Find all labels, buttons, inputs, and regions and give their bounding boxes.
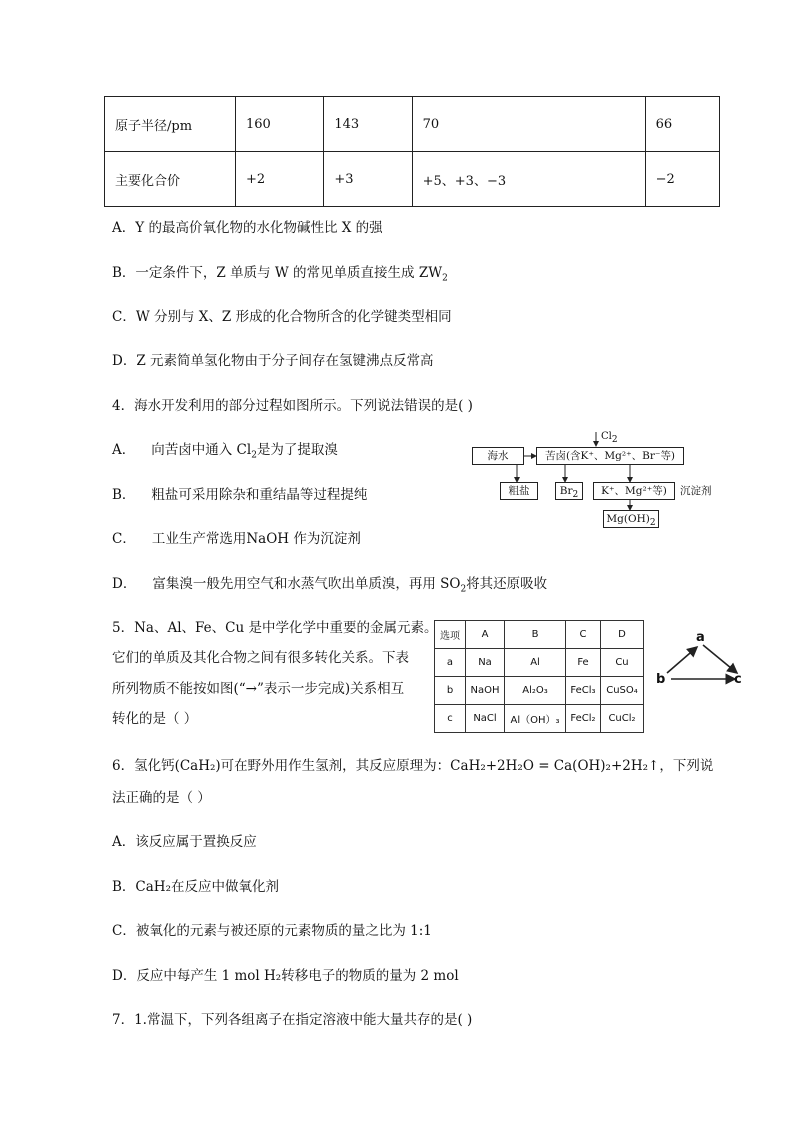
subscript: 2 xyxy=(251,450,257,461)
table-cell: Al（OH）₃ xyxy=(505,705,566,733)
header-cell: 选项 xyxy=(435,621,466,649)
q6-option-d: D．反应中每产生 1 mol H₂转移电子的物质的量为 2 mol xyxy=(112,968,459,984)
table-cell: 66 xyxy=(645,97,719,152)
ions-box: K⁺、Mg²⁺等) xyxy=(593,482,675,500)
option-label: A． xyxy=(112,442,136,458)
q3-option-d: D．Z 元素简单氢化物由于分子间存在氢键沸点反常高 xyxy=(112,353,434,369)
q3-option-b xyxy=(112,261,448,284)
q6-option-c: C．被氧化的元素与被还原的元素物质的量之比为 1:1 xyxy=(112,923,432,939)
q5-line-1: 5．Na、Al、Fe、Cu 是中学化学中重要的金属元素。 xyxy=(112,620,438,636)
q5-line-4: 转化的是（ ） xyxy=(112,711,198,727)
table-row xyxy=(435,649,644,677)
header-cell: D xyxy=(601,621,644,649)
q4-option-b xyxy=(112,483,367,503)
table-cell: FeCl₃ xyxy=(566,677,601,705)
option-text: 向苦卤中通入 Cl xyxy=(151,442,252,458)
option-text: 粗盐可采用除杂和重结晶等过程提纯 xyxy=(151,487,368,503)
table-cell: 70 xyxy=(412,97,645,152)
row-label: 原子半径/pm xyxy=(105,97,236,152)
triangle-node-a: a xyxy=(696,630,705,645)
table-cell: +5、+3、−3 xyxy=(412,152,645,207)
q4-option-a xyxy=(112,438,338,461)
option-text: 将其还原吸收 xyxy=(466,576,548,592)
q4-option-c xyxy=(112,527,361,547)
q5-line-3: 所列物质不能按如图(“→”表示一步完成)关系相互 xyxy=(112,681,405,697)
table-cell: CuCl₂ xyxy=(601,705,644,733)
q6-option-b: B．CaH₂在反应中做氧化剂 xyxy=(112,879,279,895)
diagram-connectors xyxy=(470,430,730,530)
seawater-box: 海水 xyxy=(472,447,524,465)
crude-salt-box: 粗盐 xyxy=(500,482,538,500)
table-row xyxy=(105,152,720,207)
row-label: 主要化合价 xyxy=(105,152,236,207)
subscript: 2 xyxy=(649,518,656,529)
br2-box xyxy=(555,482,583,500)
table-row xyxy=(435,677,644,705)
bittern-box: 苦卤(含K⁺、Mg²⁺、Br⁻等) xyxy=(536,447,684,465)
table-cell: NaCl xyxy=(466,705,505,733)
q6-stem-line-1: 6．氢化钙(CaH₂)可在野外用作生氢剂，其反应原理为：CaH₂+2H₂O = Ca(OH)₂+2H₂↑，下列说 xyxy=(112,758,714,774)
q3-option-a: A．Y 的最高价氧化物的水化物碱性比 X 的强 xyxy=(112,220,383,236)
q5-options-table xyxy=(434,620,644,733)
option-text: 工业生产常选用NaOH 作为沉淀剂 xyxy=(151,531,361,547)
table-cell: a xyxy=(435,649,466,677)
option-label: B． xyxy=(112,487,136,503)
mgoh2-box xyxy=(603,510,659,528)
table-cell: −2 xyxy=(645,152,719,207)
subscript: 2 xyxy=(611,435,618,445)
q6-stem-line-2: 法正确的是（ ） xyxy=(112,790,211,806)
q6-option-a: A．该反应属于置换反应 xyxy=(112,834,257,850)
option-text: 是为了提取溴 xyxy=(256,442,338,458)
option-label: C． xyxy=(112,531,136,547)
q5-line-2: 它们的单质及其化合物之间有很多转化关系。下表 xyxy=(112,650,409,666)
header-cell: C xyxy=(566,621,601,649)
cl2-label xyxy=(601,431,618,445)
table-cell: +3 xyxy=(324,152,412,207)
table-row xyxy=(435,705,644,733)
precipitant-label: 沉淀剂 xyxy=(680,485,712,497)
triangle-node-c: c xyxy=(734,672,742,687)
q4-option-d xyxy=(112,572,547,595)
table-cell: 143 xyxy=(324,97,412,152)
q4-stem: 4．海水开发利用的部分过程如图所示。下列说法错误的是( ) xyxy=(112,398,473,414)
table-cell: Cu xyxy=(601,649,644,677)
triangle-node-b: b xyxy=(656,672,666,687)
table-cell: Fe xyxy=(566,649,601,677)
table-header-row xyxy=(435,621,644,649)
table-cell: c xyxy=(435,705,466,733)
table-cell: CuSO₄ xyxy=(601,677,644,705)
table-cell: Al xyxy=(505,649,566,677)
option-label: D． xyxy=(112,576,137,592)
q3-option-c: C．W 分别与 X、Z 形成的化合物所含的化学键类型相同 xyxy=(112,309,452,325)
table-cell: FeCl₂ xyxy=(566,705,601,733)
q3-option-b-sub: 2 xyxy=(442,273,448,284)
table-cell: Al₂O₃ xyxy=(505,677,566,705)
option-text: 富集溴一般先用空气和水蒸气吹出单质溴，再用 SO xyxy=(152,576,461,592)
table-cell: +2 xyxy=(236,152,324,207)
header-cell: B xyxy=(505,621,566,649)
label-text: Br xyxy=(559,485,573,497)
q3-option-b-text: B．一定条件下，Z 单质与 W 的常见单质直接生成 ZW xyxy=(112,265,443,281)
table-cell: 160 xyxy=(236,97,324,152)
table-row xyxy=(105,97,720,152)
subscript: 2 xyxy=(572,490,579,501)
table-cell: NaOH xyxy=(466,677,505,705)
table-cell: Na xyxy=(466,649,505,677)
properties-table xyxy=(104,96,720,207)
table-cell: b xyxy=(435,677,466,705)
label-text: Mg(OH) xyxy=(606,513,650,525)
label-text: Cl xyxy=(601,431,612,442)
header-cell: A xyxy=(466,621,505,649)
subscript: 2 xyxy=(460,584,467,595)
q7-stem: 7．1.常温下，下列各组离子在指定溶液中能大量共存的是( ) xyxy=(112,1012,473,1028)
